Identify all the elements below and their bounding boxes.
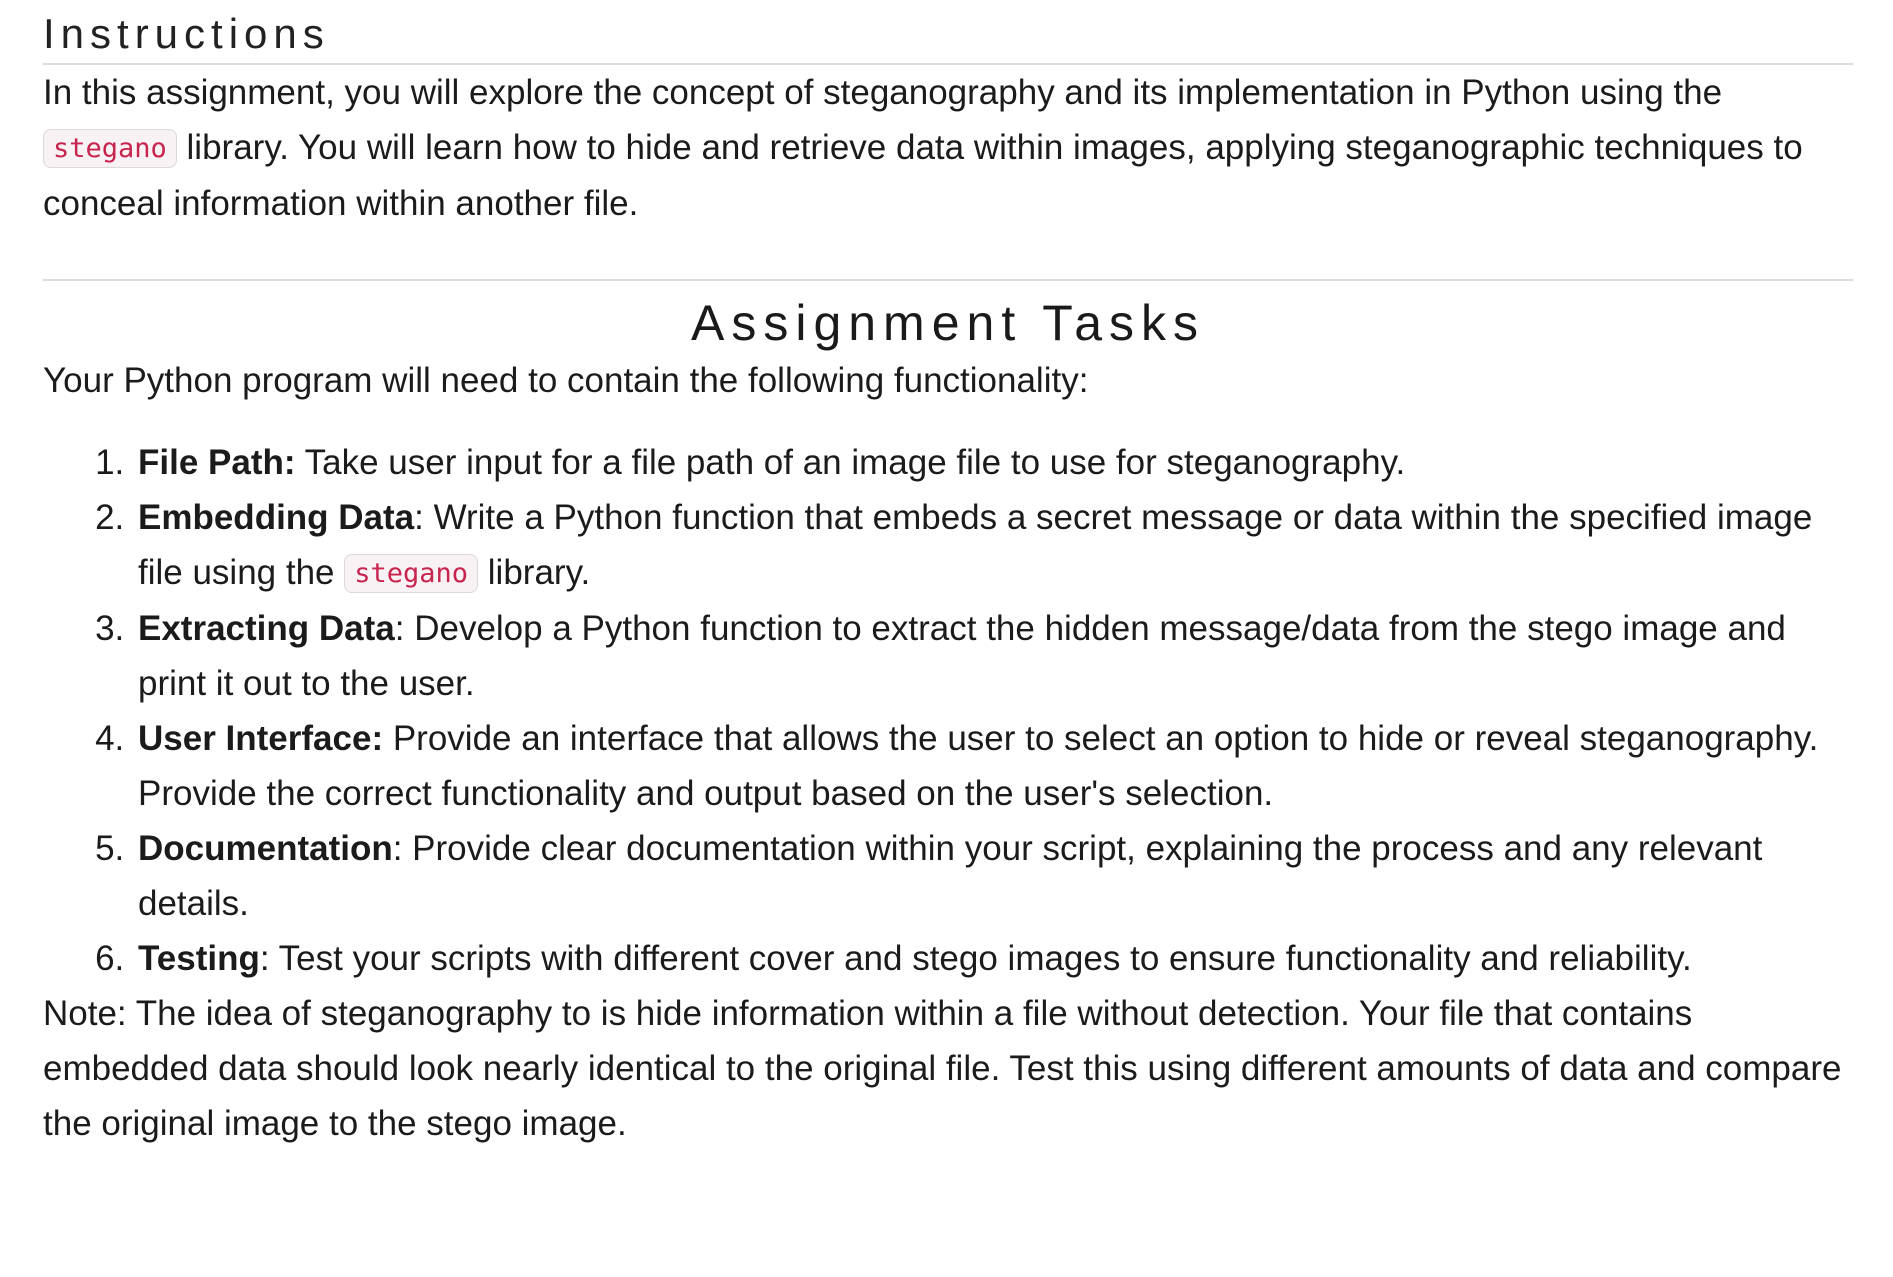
task-item-testing [134, 931, 1853, 986]
task-title: Extracting Data [138, 609, 395, 648]
task-item-user-interface [134, 711, 1853, 821]
task-item-documentation [134, 821, 1853, 931]
task-text: Take user input for a file path of an image file to use for steganography. [295, 443, 1406, 482]
note-paragraph: Note: The idea of steganography to is hide information within a file without detection. Your file that contains embedded data should look nearly identical to the original file. Test this using different amounts of data and compare the original image to the stego image. [43, 994, 1842, 1143]
task-list [43, 435, 1853, 986]
intro-paragraph [43, 65, 1853, 231]
stegano-code-inline: stegano [43, 129, 177, 168]
task-text: library. [478, 553, 591, 592]
tasks-lead-text: Your Python program will need to contain the following functionality: [43, 361, 1089, 400]
tasks-heading: Assignment Tasks [690, 295, 1206, 351]
task-title: Documentation [138, 829, 393, 868]
intro-text-end: library. You will learn how to hide and retrieve data within images, applying steganographic techniques to conceal information within another file. [43, 128, 1803, 223]
task-title: File Path: [138, 443, 296, 482]
task-item-file-path [134, 435, 1853, 490]
task-text: Provide an interface that allows the user to select an option to hide or reveal steganography. Provide the correct functionality and output based on the user's selection. [138, 719, 1819, 813]
intro-text-start: In this assignment, you will explore the concept of steganography and its implementation in Python using the [43, 73, 1723, 112]
task-title: User Interface: [138, 719, 384, 758]
task-text: : Test your scripts with different cover and stego images to ensure functionality and reliability. [259, 939, 1692, 978]
task-title: Embedding Data [138, 498, 415, 537]
instructions-heading: Instructions [43, 10, 330, 57]
section-divider [43, 279, 1853, 281]
task-text: : Provide clear documentation within your script, explaining the process and any relevant details. [138, 829, 1763, 923]
stegano-code-inline: stegano [344, 554, 478, 593]
task-title: Testing [138, 939, 260, 978]
instructions-page [43, 0, 1853, 1151]
task-text: : Develop a Python function to extract the hidden message/data from the stego image and print it out to the user. [138, 609, 1786, 703]
task-item-embedding-data [134, 490, 1853, 601]
task-text: : Write a Python function that embeds a secret message or data within the specified image file using the [138, 498, 1813, 592]
task-item-extracting-data [134, 601, 1853, 711]
